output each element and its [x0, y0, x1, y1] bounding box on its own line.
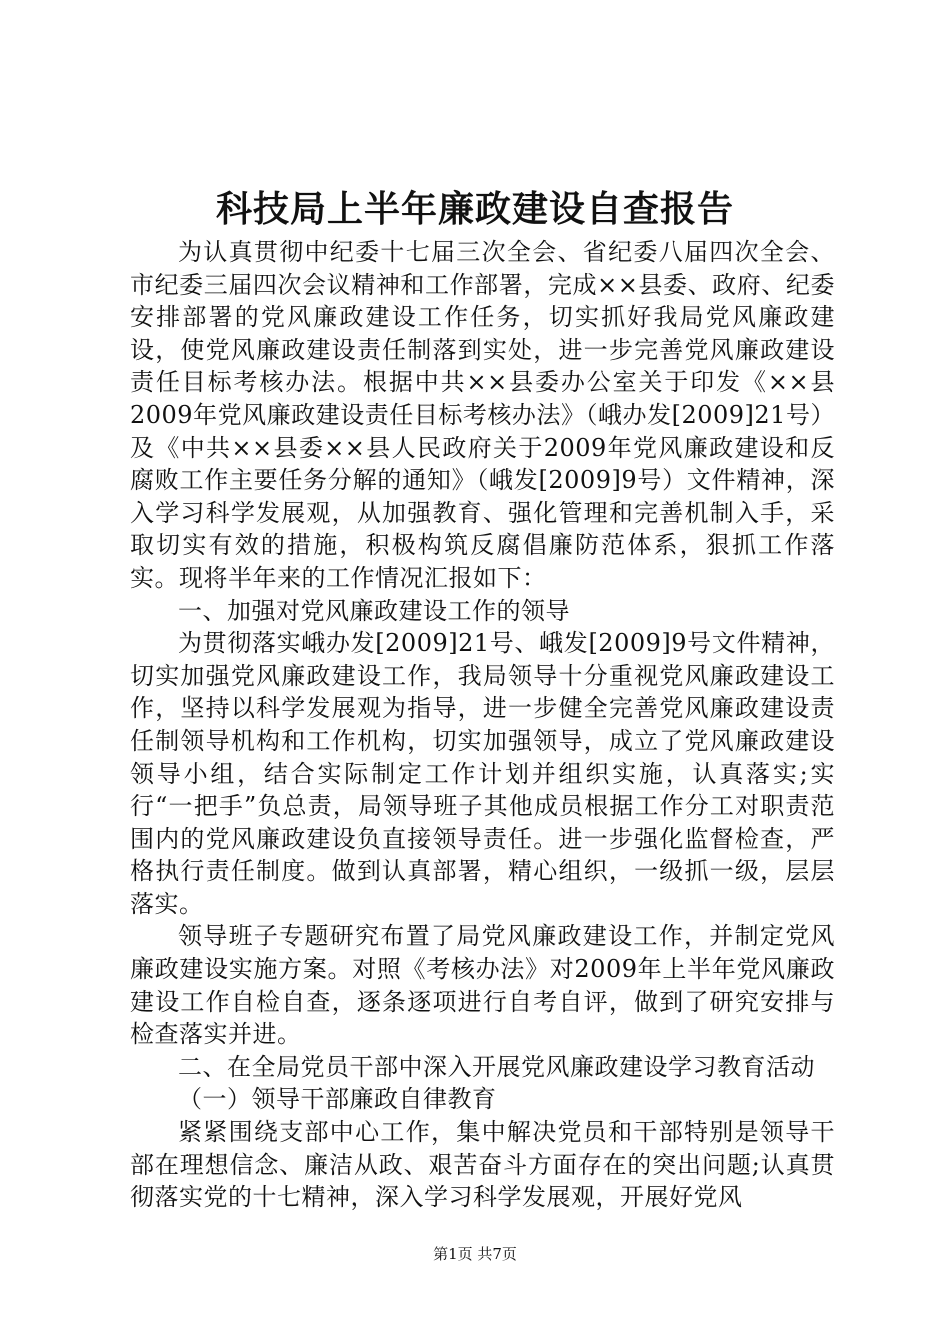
- paragraph-subsection-1: 紧紧围绕支部中心工作，集中解决党员和干部特别是领导干部在理想信念、廉洁从政、艰苦奋斗方面存在的突出问题;认真贯彻落实党的十七精神，深入学习科学发展观，开展好党风: [130, 1118, 835, 1212]
- subsection-heading-1: （一）领导干部廉政自律教育: [178, 1085, 497, 1114]
- page-number-footer: 第1页 共7页: [433, 1245, 517, 1263]
- section-heading-2: 二、在全局党员干部中深入开展党风廉政建设学习教育活动: [178, 1052, 815, 1081]
- document-body: [130, 236, 835, 1214]
- paragraph-section-1: 为贯彻落实峨办发[2009]21号、峨发[2009]9号文件精神，切实加强党风廉政建设工作，我局领导十分重视党风廉政建设工作，坚持以科学发展观为指导，进一步健全完善党风廉政建设责任制领导机构和工作机构，切实加强领导，成立了党风廉政建设领导小组，结合实际制定工作计划并组织实施，认真落实;实行“一把手”负总责，局领导班子其他成员根据工作分工对职责范围内的党风廉政建设负直接领导责任。进一步强化监督检查，严格执行责任制度。做到认真部署，精心组织，一级抓一级，层层落实。: [130, 629, 835, 918]
- paragraph-section-1-b: 领导班子专题研究布置了局党风廉政建设工作，并制定党风廉政建设实施方案。对照《考核办法》对2009年上半年党风廉政建设工作自检自查，逐条逐项进行自考自评，做到了研究安排与检查落实并进。: [130, 922, 835, 1049]
- paragraph-intro: 为认真贯彻中纪委十七届三次全会、省纪委八届四次全会、市纪委三届四次会议精神和工作部署，完成××县委、政府、纪委安排部署的党风廉政建设工作任务，切实抓好我局党风廉政建设，使党风廉政建设责任制落到实处，进一步完善党风廉政建设责任目标考核办法。根据中共××县委办公室关于印发《××县2009年党风廉政建设责任目标考核办法》（峨办发[2009]21号）及《中共××县委××县人民政府关于2009年党风廉政建设和反腐败工作主要任务分解的通知》（峨发[2009]9号）文件精神，深入学习科学发展观，从加强教育、强化管理和完善机制入手，采取切实有效的措施，积极构筑反腐倡廉防范体系，狠抓工作落实。现将半年来的工作情况汇报如下：: [130, 238, 835, 592]
- document-title: 科技局上半年廉政建设自查报告: [215, 188, 734, 230]
- section-heading-1: 一、加强对党风廉政建设工作的领导: [178, 596, 570, 625]
